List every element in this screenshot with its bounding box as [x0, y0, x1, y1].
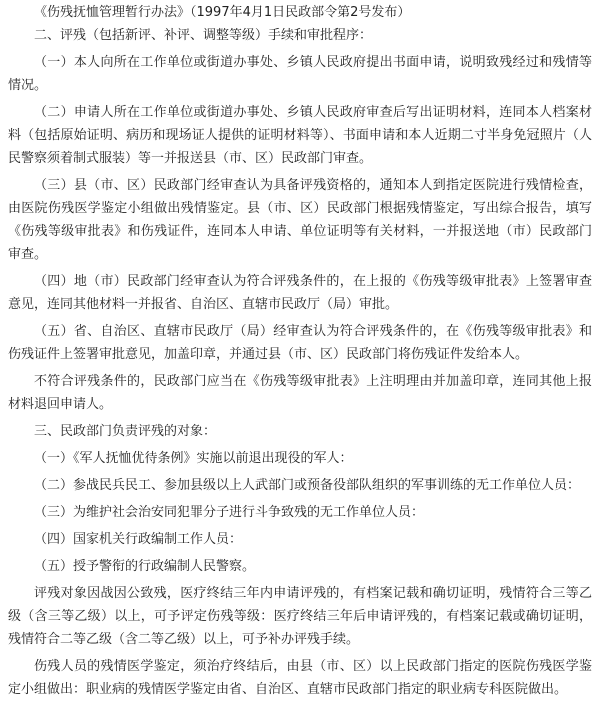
section-heading-eligible-subjects: 三、民政部门负责评残的对象：	[34, 424, 217, 439]
subject-item-5: （五）授予警衔的行政编制人民警察。	[34, 559, 256, 574]
procedure-item-2: （二）申请人所在工作单位或街道办事处、乡镇人民政府审查后写出证明材料，连同本人档案材料（包括原始证明、病历和现场证人提供的证明材料等）、书面申请和本人近期二寸半身免冠照片（人民警察须着制式服装）等一并报送县（市、区）民政部门审查。	[8, 105, 592, 166]
subject-item-4: （四）国家机关行政编制工作人员：	[34, 532, 243, 547]
medical-assessment-note: 伤残人员的残情医学鉴定，须治疗终结后，由县（市、区）以上民政部门指定的医院伤残医学鉴定小组做出：职业病的残情医学鉴定由省、自治区、直辖市民政部门指定的职业病专科医院做出。	[8, 659, 592, 697]
eligibility-conditions: 评残对象因战因公致残，医疗终结三年内申请评残的，有档案记载和确切证明，残情符合三等乙级（含三等乙级）以上，可予评定伤残等级：医疗终结三年后申请评残的，有档案记载或确切证明，残情符合二等乙级（含二等乙级）以上，可予补办评残手续。	[8, 586, 592, 647]
rejection-note: 不符合评残条件的，民政部门应当在《伤残等级审批表》上注明理由并加盖印章，连同其他上报材料退回申请人。	[8, 374, 592, 412]
section-heading-evaluation-procedure: 二、评残（包括新评、补评、调整等级）手续和审批程序：	[34, 28, 373, 43]
procedure-item-1: （一）本人向所在工作单位或街道办事处、乡镇人民政府提出书面申请，说明致残经过和残情等情况。	[8, 55, 592, 93]
subject-item-2: （二）参战民兵民工、参加县级以上人武部门或预备役部队组织的军事训练的无工作单位人员：	[34, 478, 581, 493]
subject-item-3: （三）为维护社会治安同犯罪分子进行斗争致残的无工作单位人员：	[34, 505, 425, 520]
document-citation: 《伤残抚恤管理暂行办法》（1997年4月1日民政部令第2号发布）	[34, 5, 411, 20]
procedure-item-4: （四）地（市）民政部门经审查认为符合评残条件的，在上报的《伤残等级审批表》上签署审查意见，连同其他材料一并报省、自治区、直辖市民政厅（局）审批。	[8, 274, 592, 312]
subject-item-1: （一）《军人抚恤优待条例》实施以前退出现役的军人：	[34, 451, 353, 466]
procedure-item-5: （五）省、自治区、直辖市民政厅（局）经审查认为符合评残条件的，在《伤残等级审批表》和伤残证件上签署审批意见，加盖印章，并通过县（市、区）民政部门将伤残证件发给本人。	[8, 324, 592, 362]
procedure-item-3: （三）县（市、区）民政部门经审查认为具备评残资格的，通知本人到指定医院进行残情检查，由医院伤残医学鉴定小组做出残情鉴定。县（市、区）民政部门根据残情鉴定，写出综合报告，填写《伤残等级审批表》和伤残证件，连同本人申请、单位证明等有关材料，一并报送地（市）民政部门审查。	[8, 178, 592, 262]
